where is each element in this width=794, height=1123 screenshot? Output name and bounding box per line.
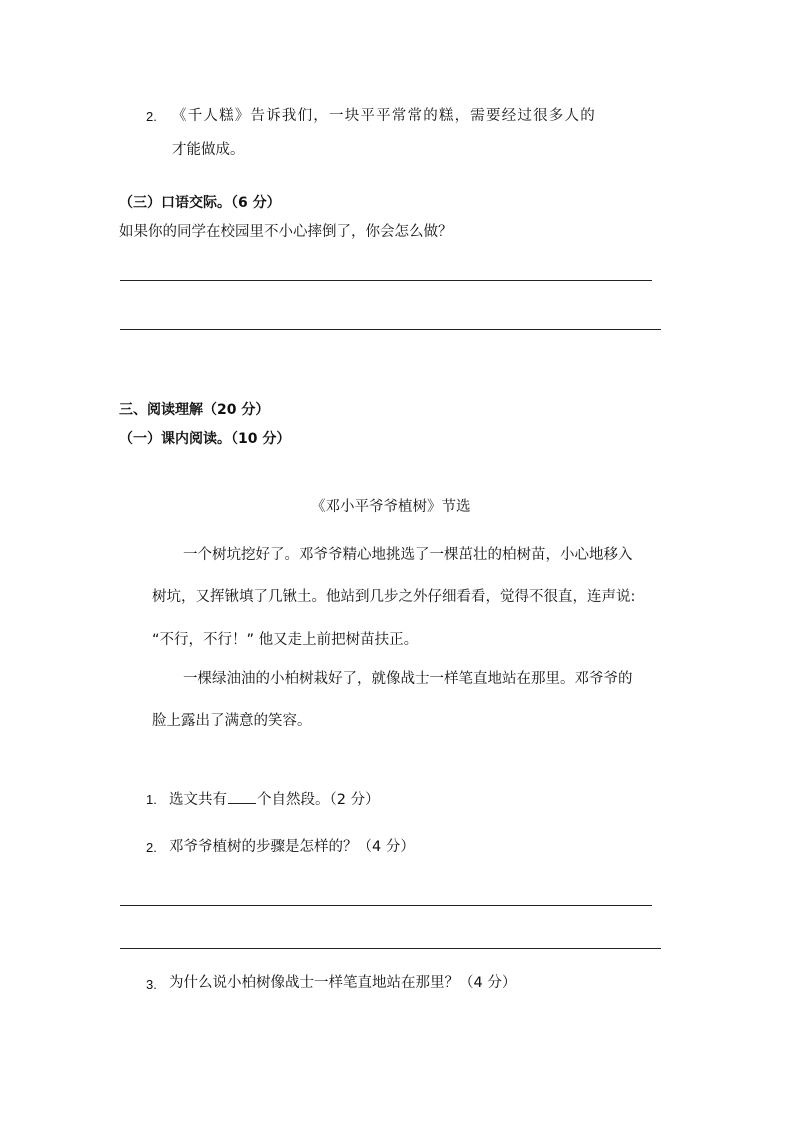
question-number: 3. (146, 977, 157, 992)
passage-title: 《邓小平爷爷植树》节选 (311, 499, 471, 515)
question-text-after: 个自然段。（2 分） (257, 792, 380, 808)
question-text (169, 789, 380, 810)
passage-line: 树坑，又挥锹填了几锹土。他站到几步之外仔细看看，觉得不很直，连声说: (152, 589, 636, 605)
passage-line: 一个树坑挖好了。邓爷爷精心地挑选了一棵茁壮的柏树苗，小心地移入 (183, 547, 633, 563)
sub-heading: （一）课内阅读。（10 分） (119, 431, 291, 447)
question-number: 1. (146, 792, 157, 807)
answer-line[interactable] (120, 905, 652, 906)
question-text: 为什么说小柏树像战士一样笔直地站在那里？（4 分） (169, 975, 517, 991)
oral-heading: （三）口语交际。（6 分） (119, 195, 281, 211)
fill-blank[interactable] (228, 789, 256, 804)
answer-line[interactable] (120, 280, 652, 281)
oral-question: 如果你的同学在校园里不小心摔倒了，你会怎么做？ (119, 224, 453, 240)
passage-line: 一棵绿油油的小柏树栽好了，就像战士一样笔直地站在那里。邓爷爷的 (183, 671, 633, 687)
question-text-before: 选文共有 (169, 792, 227, 808)
passage-line: 脸上露出了满意的笑容。 (152, 713, 312, 729)
question-number: 2. (146, 109, 157, 124)
question-text: 《千人糕》告诉我们，一块平平常常的糕，需要经过很多人的 (172, 108, 596, 124)
question-text: 邓爷爷植树的步骤是怎样的？（4 分） (169, 839, 415, 855)
answer-line[interactable] (120, 329, 661, 330)
question-number: 2. (146, 840, 157, 855)
answer-line[interactable] (120, 948, 661, 949)
passage-line: “不行，不行！” 他又走上前把树苗扶正。 (152, 632, 419, 648)
question-text-continued: 才能做成。 (172, 142, 245, 158)
section-heading: 三、阅读理解（20 分） (119, 402, 270, 418)
